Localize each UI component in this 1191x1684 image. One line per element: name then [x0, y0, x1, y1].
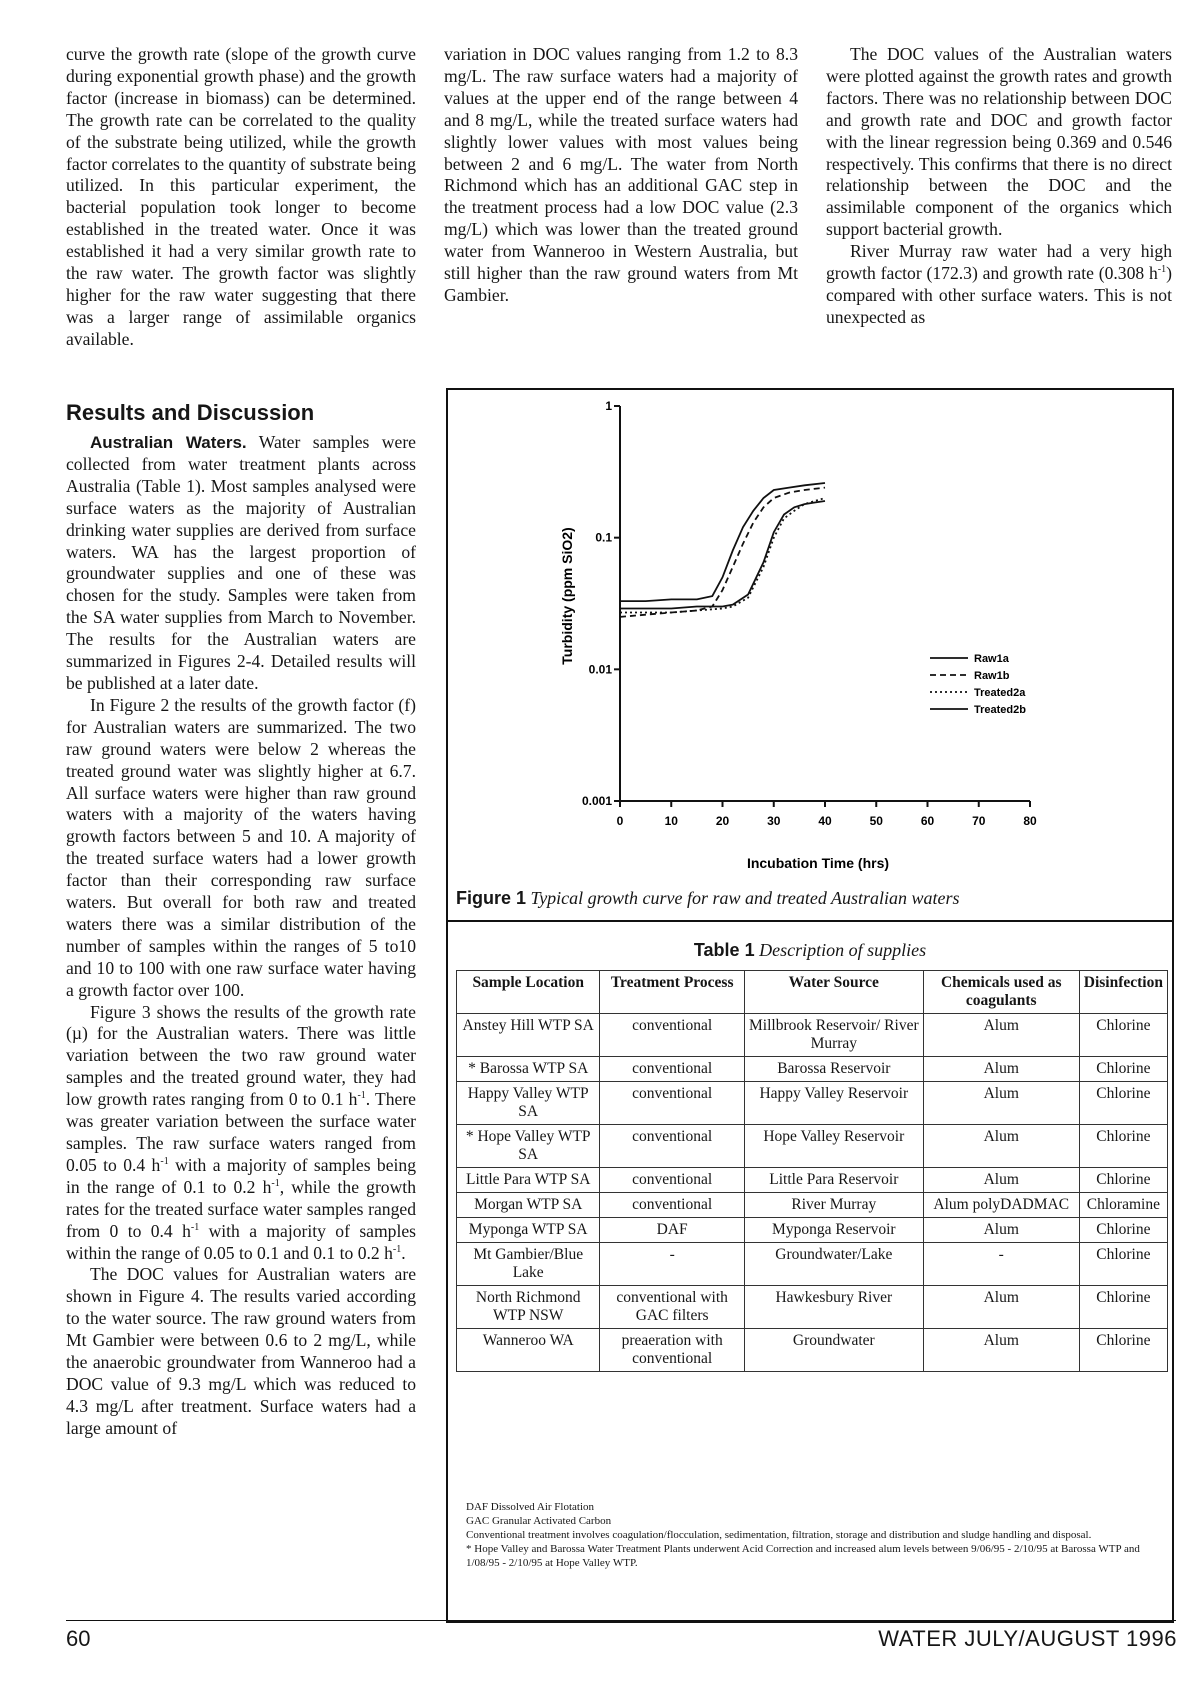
table-cell: Myponga Reservoir [744, 1218, 923, 1243]
legend-label: Treated2a [974, 687, 1026, 699]
table-row [457, 1082, 1168, 1125]
x-tick-label: 60 [920, 814, 935, 828]
table-row [457, 1125, 1168, 1168]
table-cell: Chlorine [1079, 1286, 1167, 1329]
table-cell: Happy Valley WTP SA [457, 1082, 600, 1125]
legend-label: Treated2b [974, 704, 1026, 716]
table-cell: * Hope Valley WTP SA [457, 1125, 600, 1168]
table-cell: conventional [600, 1014, 744, 1057]
x-tick-label: 70 [972, 814, 986, 828]
paragraph-australian-waters-text: Water samples were collected from water treatment plants across Australia (Table 1). Most samples analysed were surface waters as the majority of Australian drinking water supplies are derived from surface waters. WA has the largest proportion of groundwater supplies and one of these was chosen for the study. Samples were taken from the SA water supplies from March to November. The results for the Australian waters are summarized in Figures 2-4. Detailed results will be published at a later date. [66, 432, 416, 693]
table-1 [456, 970, 1168, 1372]
x-tick-label: 0 [616, 814, 624, 828]
table-cell: conventional [600, 1057, 744, 1082]
table-cell: Chlorine [1079, 1243, 1167, 1286]
chart-legend [930, 653, 1026, 716]
paragraph-doc-variation: variation in DOC values ranging from 1.2 to 8.3 mg/L. The raw surface waters had a majority of values at the upper end of the range between 4 and 8 mg/L, while the treated surface waters had slightly lower values with most values being between 2 and 6 mg/L. The water from North Richmond which has an additional GAC step in the treatment process had a low DOC value (2.3 mg/L) which was lower than the treated ground water from Wanneroo in Western Australia, but still higher than the raw ground waters from Mt Gambier. [444, 44, 798, 305]
table-cell: Alum [923, 1125, 1079, 1168]
paragraph-figure-2: In Figure 2 the results of the growth factor (f) for Australian waters are summarized. The two raw ground waters were below 2 whereas the treated ground water was slightly higher at 6.7. All surface waters were higher than raw ground waters with a majority of the waters having growth factors between 5 and 10. A majority of the treated surface waters had a lower growth factor than their corresponding raw surface waters. But overall for both raw and treated waters there was a similar distribution of the number of samples within the ranges of 5 to10 and 10 to 100 with one raw surface water having a growth factor over 100. [66, 694, 416, 1000]
table-row [457, 1168, 1168, 1193]
table-cell: Chlorine [1079, 1014, 1167, 1057]
table-cell: River Murray [744, 1193, 923, 1218]
frame-divider [446, 920, 1174, 922]
table-header-row [457, 971, 1168, 1014]
table-note: DAF Dissolved Air Flotation [466, 1501, 595, 1513]
table-cell: Alum [923, 1168, 1079, 1193]
table-cell: Chlorine [1079, 1168, 1167, 1193]
table-cell: Chlorine [1079, 1082, 1167, 1125]
x-tick-label: 50 [869, 814, 883, 828]
table-body [457, 1014, 1168, 1372]
table-cell: Barossa Reservoir [744, 1057, 923, 1082]
table-cell: Alum [923, 1286, 1079, 1329]
x-tick-label: 10 [664, 814, 678, 828]
table-cell: DAF [600, 1218, 744, 1243]
table-note: Conventional treatment involves coagulation/flocculation, sedimentation, filtration, storage and distribution and sludge handling and disposal. [466, 1529, 1092, 1541]
table-cell: Alum [923, 1057, 1079, 1082]
x-tick-label: 80 [1023, 814, 1037, 828]
legend-label: Raw1b [974, 670, 1010, 682]
paragraph-doc-regression: The DOC values of the Australian waters were plotted against the growth rates and growth factors. There was no relationship between DOC and growth rate and DOC and growth factor with the linear regression being 0.369 and 0.546 respectively. This confirms that there is no direct relationship between the DOC and the assimilable component of the organics which support bacterial growth. [826, 44, 1172, 240]
paragraph-australian-waters [66, 432, 416, 695]
table-cell: Hawkesbury River [744, 1286, 923, 1329]
table-cell: Alum [923, 1014, 1079, 1057]
figure-1-chart [550, 396, 1080, 876]
page-number: 60 [66, 1626, 91, 1651]
table-cell: Millbrook Reservoir/ River Murray [744, 1014, 923, 1057]
table-cell: Alum [923, 1218, 1079, 1243]
footer-rule [66, 1620, 1176, 1621]
table-caption-text: Description of supplies [759, 940, 927, 960]
table-row [457, 1243, 1168, 1286]
table-cell: Wanneroo WA [457, 1329, 600, 1372]
table-cell: Chlorine [1079, 1218, 1167, 1243]
column-2-text [444, 44, 798, 307]
table-cell: Chlorine [1079, 1125, 1167, 1168]
table-row [457, 1218, 1168, 1243]
chart-axes [620, 406, 1030, 801]
table-cell: Little Para WTP SA [457, 1168, 600, 1193]
table-cell: conventional [600, 1125, 744, 1168]
x-tick-label: 40 [818, 814, 832, 828]
section-heading: Results and Discussion [66, 400, 315, 425]
table-cell: conventional [600, 1082, 744, 1125]
table-cell: Chloramine [1079, 1193, 1167, 1218]
table-cell: Anstey Hill WTP SA [457, 1014, 600, 1057]
series-line-treated2b [620, 501, 825, 609]
table-cell: Myponga WTP SA [457, 1218, 600, 1243]
y-tick-label: 0.001 [581, 794, 612, 808]
table-cell: Happy Valley Reservoir [744, 1082, 923, 1125]
y-tick-label: 0.1 [595, 530, 612, 545]
table-cell: Alum polyDADMAC [923, 1193, 1079, 1218]
table-cell: Alum [923, 1329, 1079, 1372]
x-tick-label: 30 [767, 814, 781, 828]
column-3-text [826, 44, 1172, 329]
table-cell: conventional [600, 1168, 744, 1193]
table-cell: Mt Gambier/Blue Lake [457, 1243, 600, 1286]
table-cell: Chlorine [1079, 1329, 1167, 1372]
legend-label: Raw1a [974, 653, 1009, 665]
table-row [457, 1057, 1168, 1082]
table-cell: Alum [923, 1082, 1079, 1125]
table-cell: conventional with GAC filters [600, 1286, 744, 1329]
table-header-cell: Sample Location [457, 971, 600, 1014]
table-cell: Morgan WTP SA [457, 1193, 600, 1218]
table-header-cell: Disinfection [1079, 971, 1167, 1014]
table-row [457, 1286, 1168, 1329]
table-row [457, 1329, 1168, 1372]
figure-caption-text: Typical growth curve for raw and treated Australian waters [530, 888, 960, 908]
table-1-title [446, 940, 1174, 961]
table-header-cell: Treatment Process [600, 971, 744, 1014]
table-cell: North Richmond WTP NSW [457, 1286, 600, 1329]
table-note: * Hope Valley and Barossa Water Treatment Plants underwent Acid Correction and increased alum levels between 9/06/95 - 2/10/95 at Barossa WTP and 1/08/95 - 2/10/95 at Hope Valley WTP. [466, 1543, 1140, 1569]
table-cell: Hope Valley Reservoir [744, 1125, 923, 1168]
figure-1-caption [456, 888, 1156, 909]
series-line-raw1a [620, 483, 825, 601]
table-cell: * Barossa WTP SA [457, 1057, 600, 1082]
table-cell: - [923, 1243, 1079, 1286]
figure-label: Figure 1 [456, 888, 527, 908]
table-cell: Little Para Reservoir [744, 1168, 923, 1193]
table-cell: Chlorine [1079, 1057, 1167, 1082]
running-footer: WATER JULY/AUGUST 1996 [878, 1626, 1177, 1651]
table-header-cell: Water Source [744, 971, 923, 1014]
table-cell: preaeration with conventional [600, 1329, 744, 1372]
paragraph-river-murray: River Murray raw water had a very high growth factor (172.3) and growth rate (0.308 $h^{-1}$) compared with other surface waters. This is not unexpected as [826, 241, 1172, 327]
y-tick-label: 1 [605, 399, 612, 413]
y-tick-label: 0.01 [588, 662, 612, 677]
table-cell: conventional [600, 1193, 744, 1218]
column-1-main [66, 400, 416, 1440]
y-axis-title: Turbidity (ppm SiO2) [559, 527, 575, 665]
table-note: GAC Granular Activated Carbon [466, 1515, 612, 1527]
table-row [457, 1193, 1168, 1218]
table-cell: Groundwater/Lake [744, 1243, 923, 1286]
table-cell: - [600, 1243, 744, 1286]
subsection-label: Australian Waters. [90, 433, 247, 452]
table-row [457, 1014, 1168, 1057]
intro-paragraph: curve the growth rate (slope of the growth curve during exponential growth phase) and the growth factor (increase in biomass) can be determined. The growth rate can be correlated to the quality of the substrate being utilized, while the growth factor correlates to the quantity of substrate being utilized. In this particular experiment, the bacterial population took longer to become established in the treated water. Once it was established it had a very similar growth rate to the raw water. The growth factor was slightly higher for the raw water suggesting that there was a larger range of assimilable organics available. [66, 44, 416, 349]
x-tick-label: 20 [715, 814, 730, 828]
table-notes [466, 1500, 1166, 1570]
column-1-intro [66, 44, 416, 351]
table-cell: Groundwater [744, 1329, 923, 1372]
x-axis-title: Incubation Time (hrs) [746, 855, 890, 871]
paragraph-figure-3: Figure 3 shows the results of the growth rate (µ) for the Australian waters. There was little variation between the two raw ground water samples and the treated ground water, they had low growth rates ranging from 0 to 0.1 $h^{-1}$. There was greater variation between the surface water samples. The raw surface waters ranged from 0.05 to 0.4 $h^{-1}$ with a majority of samples being in the range of 0.1 to 0.2 $h^{-1}$, while the growth rates for the treated surface water samples ranged from 0 to 0.4 $h^{-1}$ with a majority of samples within the range of 0.05 to 0.1 and 0.1 to 0.2 $h^{-1}$. [66, 1001, 416, 1263]
table-header-cell: Chemicals used as coagulants [923, 971, 1079, 1014]
series-line-treated2a [620, 498, 825, 613]
table-label: Table 1 [693, 940, 755, 960]
chart-lines [620, 483, 825, 617]
paragraph-figure-4: The DOC values for Australian waters are shown in Figure 4. The results varied according to the water source. The raw ground waters from Mt Gambier were between 0.6 to 2 mg/L, while the anaerobic groundwater from Wanneroo had a DOC value of 9.3 mg/L which was reduced to 4.3 mg/L after treatment. Surface waters had a large amount of [66, 1264, 416, 1438]
